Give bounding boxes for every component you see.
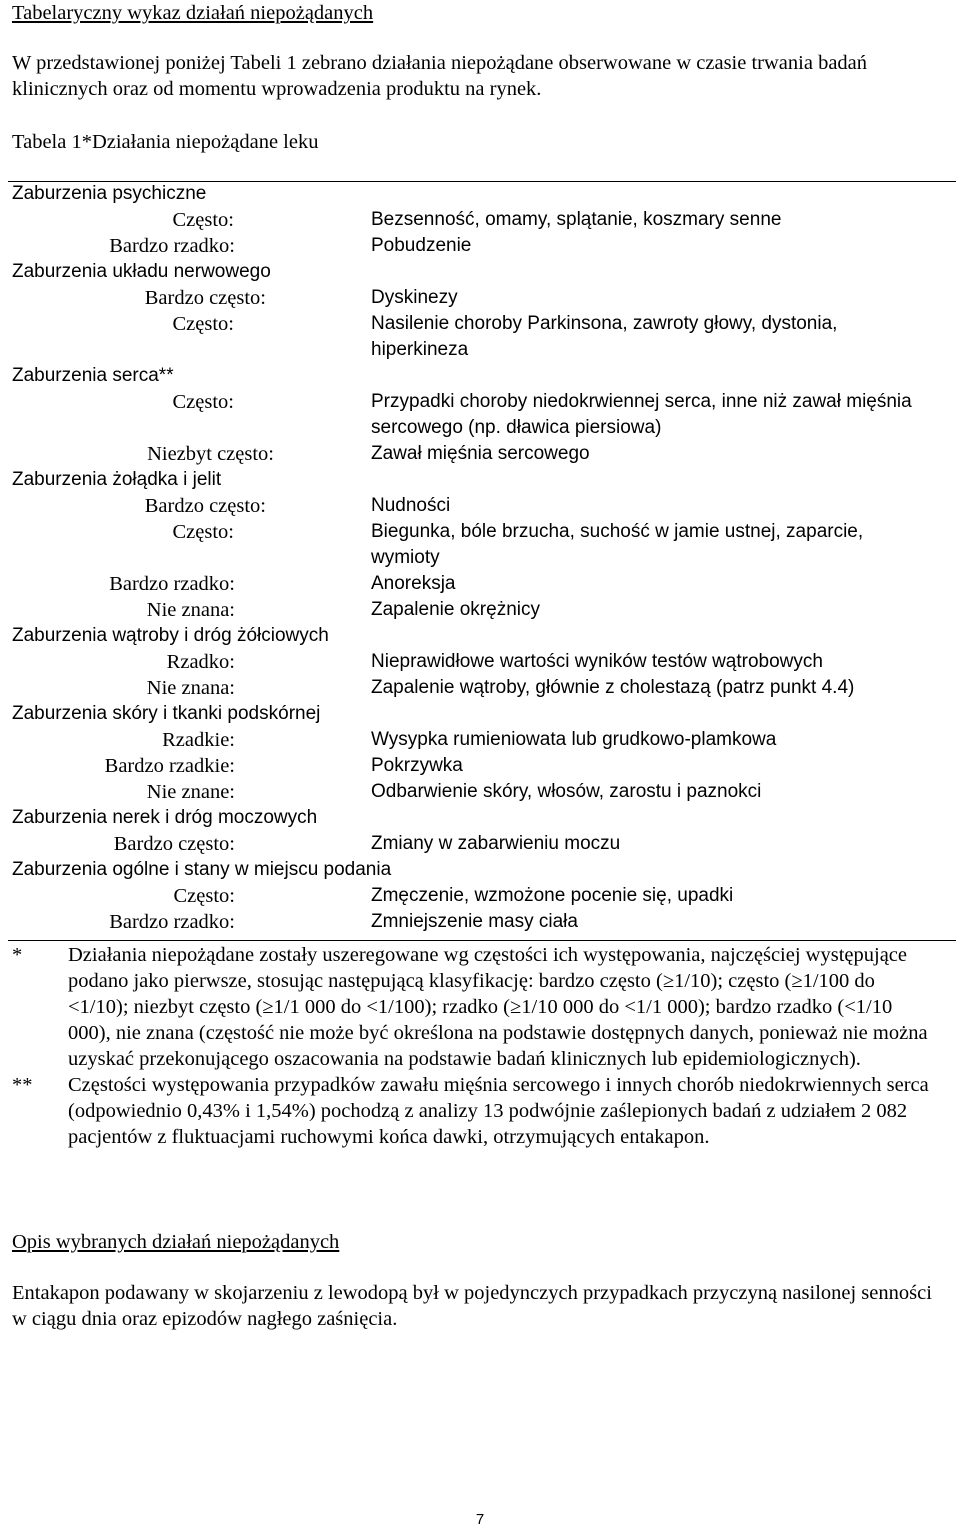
- frequency-label: Bardzo rzadko:: [109, 573, 235, 595]
- group-heading: Zaburzenia wątroby i dróg żółciowych: [12, 625, 329, 646]
- footnote-mark: **: [12, 1074, 33, 1096]
- intro-paragraph: W przedstawionej poniżej Tabeli 1 zebrano działania niepożądane obserwowane w czasie trwania badań klinicznych oraz od momentu wprowadzenia produktu na rynek.: [12, 52, 868, 100]
- frequency-label: Często:: [173, 885, 235, 907]
- table-row: [0, 779, 960, 805]
- frequency-label: Bardzo często:: [144, 287, 266, 309]
- group-heading: Zaburzenia żołądka i jelit: [12, 469, 222, 490]
- frequency-label: Bardzo rzadko:: [109, 235, 235, 257]
- table-row: [0, 311, 960, 363]
- effect-text: Zmęczenie, wzmożone pocenie się, upadki: [371, 885, 734, 906]
- frequency-label: Często:: [172, 209, 234, 231]
- table-row: [0, 441, 960, 467]
- table-row: [0, 831, 960, 857]
- effect-text: Zapalenie wątroby, głównie z cholestazą (patrz punkt 4.4): [371, 677, 855, 698]
- table-caption: Tabela 1*Działania niepożądane leku: [12, 131, 319, 153]
- table-row: [0, 675, 960, 701]
- footnote-text: Działania niepożądane zostały uszeregowane wg częstości ich występowania, najczęściej występujące podano jako pierwsze, stosując następującą klasyfikację: bardzo często (≥1/10); często (≥1/100 do <1/10); niezbyt często (≥1/1 000 do <1/100); rzadko (≥1/10 000 do <1/1 000); bardzo rzadko (<1/10 000), nie znana (częstość nie może być określona na podstawie dostępnych danych, ponieważ nie można uzyskać przekonującego oszacowania na podstawie badań klinicznych lub epidemiologicznych).: [68, 944, 928, 1070]
- group-heading: Zaburzenia nerek i dróg moczowych: [12, 807, 318, 828]
- frequency-label: Niezbyt często:: [147, 443, 274, 465]
- table-row: [0, 389, 960, 441]
- group-heading: Zaburzenia skóry i tkanki podskórnej: [12, 703, 321, 724]
- footnote: [0, 942, 938, 1072]
- effect-text: Przypadki choroby niedokrwiennej serca, inne niż zawał mięśnia sercowego (np. dławica piersiowa): [371, 391, 912, 438]
- footnote-mark: *: [12, 944, 23, 966]
- frequency-label: Bardzo rzadkie:: [104, 755, 235, 777]
- page-number: 7: [475, 1511, 485, 1528]
- effect-text: Pokrzywka: [371, 755, 463, 776]
- table-row: [0, 909, 960, 935]
- group-heading: Zaburzenia serca**: [12, 365, 174, 386]
- group-heading: Zaburzenia ogólne i stany w miejscu podania: [12, 859, 392, 880]
- table-row: [0, 883, 960, 909]
- frequency-label: Bardzo często:: [144, 495, 266, 517]
- table-row: [0, 753, 960, 779]
- effect-text: Nudności: [371, 495, 451, 516]
- effect-text: Pobudzenie: [371, 235, 472, 256]
- group-heading: Zaburzenia układu nerwowego: [12, 261, 271, 282]
- effect-text: Wysypka rumieniowata lub grudkowo-plamkowa: [371, 729, 777, 750]
- group-heading: Zaburzenia psychiczne: [12, 183, 207, 204]
- section-heading: Opis wybranych działań niepożądanych: [12, 1231, 340, 1253]
- effect-text: Zawał mięśnia sercowego: [371, 443, 590, 464]
- effect-text: Zmiany w zabarwieniu moczu: [371, 833, 621, 854]
- effect-text: Zapalenie okrężnicy: [371, 599, 540, 620]
- footnotes: [0, 942, 960, 1150]
- table-row: [0, 233, 960, 259]
- table-row: [0, 519, 960, 571]
- table-row: [0, 493, 960, 519]
- table-row: [0, 649, 960, 675]
- effect-text: Nieprawidłowe wartości wyników testów wątrobowych: [371, 651, 823, 672]
- frequency-label: Rzadkie:: [162, 729, 235, 751]
- effect-text: Odbarwienie skóry, włosów, zarostu i paznokci: [371, 781, 762, 802]
- frequency-label: Nie znane:: [146, 781, 235, 803]
- adverse-effects-table: [0, 181, 960, 935]
- frequency-label: Bardzo często:: [113, 833, 235, 855]
- frequency-label: Bardzo rzadko:: [109, 911, 235, 933]
- table-row: [0, 727, 960, 753]
- effect-text: Zmniejszenie masy ciała: [371, 911, 578, 932]
- footnote-text: Częstości występowania przypadków zawału mięśnia sercowego i innych chorób niedokrwiennych serca (odpowiednio 0,43% i 1,54%) pochodzą z analizy 13 podwójnie zaślepionych badań z udziałem 2 082 pacjentów z fluktuacjami ruchowymi końca dawki, otrzymujących entakapon.: [68, 1074, 929, 1148]
- effect-text: Anoreksja: [371, 573, 456, 594]
- effect-text: Bezsenność, omamy, splątanie, koszmary senne: [371, 209, 782, 230]
- frequency-label: Często:: [172, 313, 234, 335]
- frequency-label: Często:: [172, 391, 234, 413]
- effect-text: Nasilenie choroby Parkinsona, zawroty głowy, dystonia, hiperkineza: [371, 313, 838, 360]
- table-row: [0, 571, 960, 597]
- closing-paragraph: Entakapon podawany w skojarzeniu z lewodopą był w pojedynczych przypadkach przyczyną nasilonej senności w ciągu dnia oraz epizodów nagłego zaśnięcia.: [12, 1282, 932, 1330]
- table-row: [0, 597, 960, 623]
- frequency-label: Rzadko:: [166, 651, 235, 673]
- footnote: [0, 1072, 938, 1150]
- frequency-label: Nie znana:: [146, 677, 235, 699]
- table-row: [0, 285, 960, 311]
- table-row: [0, 207, 960, 233]
- table-bottom-rule: [8, 940, 956, 941]
- frequency-label: Nie znana:: [146, 599, 235, 621]
- effect-text: Biegunka, bóle brzucha, suchość w jamie ustnej, zaparcie, wymioty: [371, 521, 864, 568]
- effect-text: Dyskinezy: [371, 287, 458, 308]
- heading: Tabelaryczny wykaz działań niepożądanych: [12, 2, 374, 24]
- frequency-label: Często:: [172, 521, 234, 543]
